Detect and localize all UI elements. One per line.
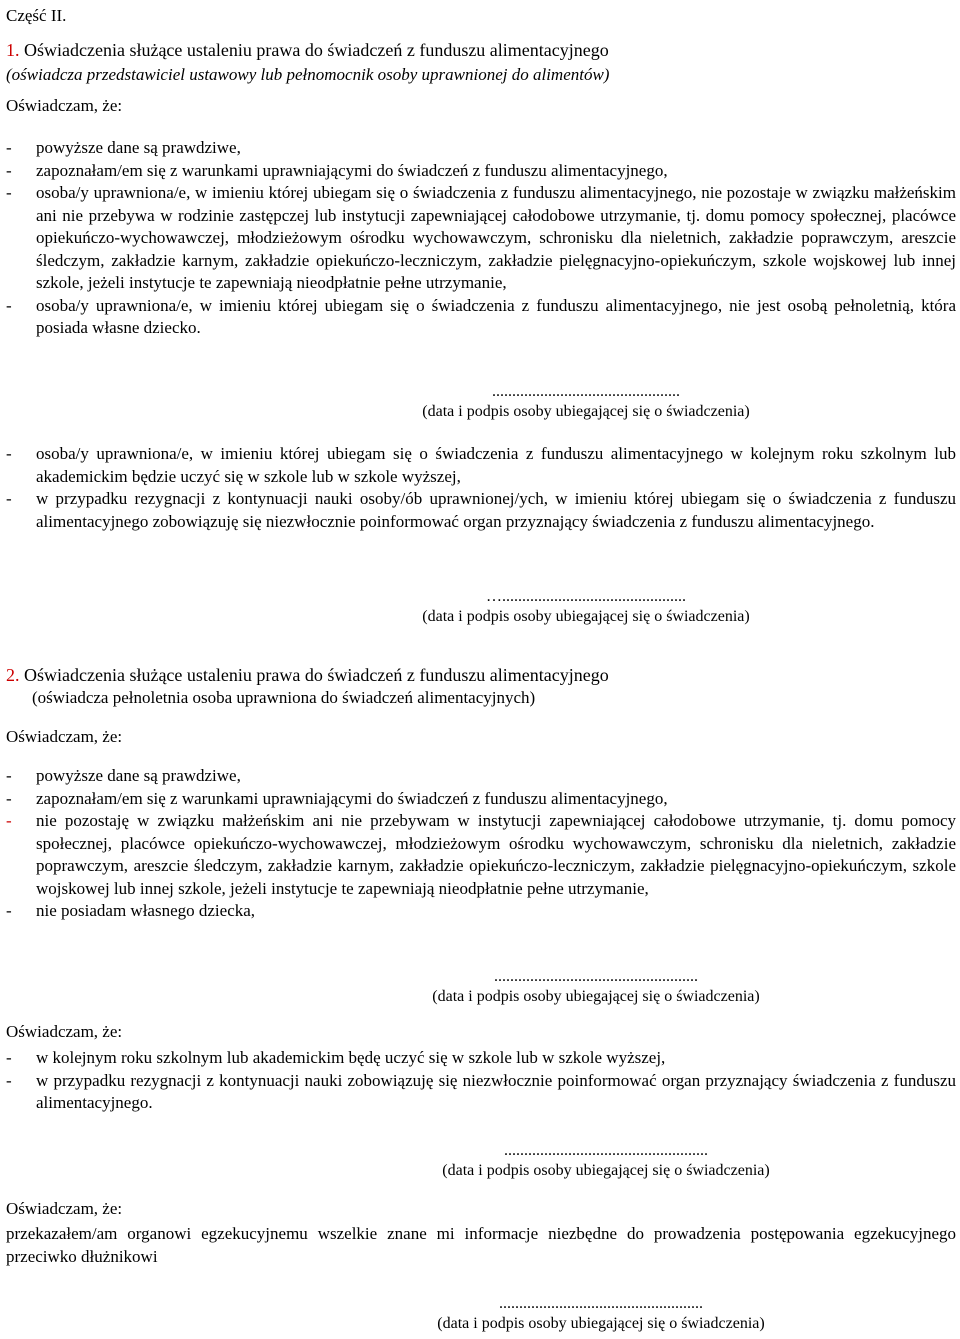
section-1-heading [6, 40, 609, 60]
list-item: - powyższe dane są prawdziwe, [6, 766, 241, 785]
list-item: - zapoznałam/em się z warunkami uprawniającymi do świadczeń z funduszu alimentacyjnego, [6, 788, 668, 808]
list-item: - nie pozostaję w związku małżeńskim ani nie przebywam w instytucji zapewniającej całodobowe utrzymanie, tj. domu pomocy społecznej, placówce opiekuńczo-wychowawczej, młodzieżowym ośrodku wychowawczym, schronisku dla nieletnich, zakładzie poprawczym, areszcie śledczym, zakładzie karnym, zakładzie opiekuńczo-leczniczym, zakładzie pielęgnacyjno-opiekuńczym, szkole wojskowej lub innej szkole, jeżeli instytucje te zapewniają nieodpłatnie pełne utrzymanie, [6, 811, 956, 898]
list-item: - zapoznałam/em się z warunkami uprawniającymi do świadczeń z funduszu alimentacyjnego, [6, 160, 668, 180]
signature-line-3: ................................................... (data i podpis osoby ubiegającej się o świadczenia) [386, 968, 806, 1008]
section-2-list [6, 765, 956, 923]
list-item: - osoba/y uprawniona/e, w imieniu której ubiegam się o świadczenia z funduszu alimentacyjnego w kolejnym roku szkolnym lub akademickim będzie uczyć się w szkole lub w szkole wyższej, [6, 444, 956, 486]
section-2-list-2 [6, 1047, 956, 1115]
signature-line-5: ................................................... (data i podpis osoby ubiegającej się o świadczenia) [391, 1295, 811, 1335]
list-item: - powyższe dane są prawdziwe, [6, 138, 241, 157]
list-item: - osoba/y uprawniona/e, w imieniu której ubiegam się o świadczenia z funduszu alimentacyjnego, nie pozostaje w związku małżeńskim ani nie przebywa w rodzinie zastępczej lub instytucji zapewniającej całodobowe utrzymanie, tj. domu pomocy społecznej, placówce opiekuńczo-wychowawczej, młodzieżowym ośrodku wychowawczym, schronisku dla nieletnich, zakładzie poprawczym, areszcie śledczym, zakładzie karnym, zakładzie opiekuńczo-leczniczym, zakładzie pielęgnacyjno-opiekuńczym, szkole wojskowej lub innej szkole, jeżeli instytucje te zapewniają nieodpłatnie pełne utrzymanie, [6, 183, 956, 292]
section-2-note: (oświadcza pełnoletnia osoba uprawniona do świadczeń alimentacyjnych) [32, 688, 536, 707]
list-item: - w kolejnym roku szkolnym lub akademickim będę uczyć się w szkole lub w szkole wyższej, [6, 1048, 666, 1067]
section-2-declare-3: Oświadczam, że: [6, 1199, 123, 1218]
part-title: Część II. [6, 6, 67, 25]
list-item: - w przypadku rezygnacji z kontynuacji nauki osoby/ób uprawnionej/ych, w imieniu której ubiegam się o świadczenia z funduszu alimentacyjnego zobowiązuję się niezwłocznie poinformować organ przyznający świadczenia z funduszu alimentacyjnego. [6, 489, 956, 531]
final-statement: przekazałem/am organowi egzekucyjnemu wszelkie znane mi informacje niezbędne do prowadzenia postępowania egzekucyjnego przeciwko dłużnikowi [6, 1224, 956, 1266]
signature-caption: (data i podpis osoby ubiegającej się o świadczenia) [422, 608, 750, 625]
signature-line-4: ................................................... (data i podpis osoby ubiegającej się o świadczenia) [396, 1142, 816, 1182]
section-2-declare-2: Oświadczam, że: [6, 1022, 123, 1041]
signature-line-2: ….............................................. (data i podpis osoby ubiegającej się o świadczenia) [376, 588, 796, 628]
section-2-heading [6, 665, 609, 685]
signature-caption: (data i podpis osoby ubiegającej się o świadczenia) [422, 403, 750, 420]
section-2-title: Oświadczenia służące ustaleniu prawa do świadczeń z funduszu alimentacyjnego [24, 665, 609, 685]
signature-line-1: ............................................... (data i podpis osoby ubiegającej się o świadczenia) [376, 383, 796, 423]
signature-caption: (data i podpis osoby ubiegającej się o świadczenia) [442, 1162, 770, 1179]
section-1-list [6, 137, 956, 340]
section-1-declare: Oświadczam, że: [6, 96, 123, 115]
list-item: - nie posiadam własnego dziecka, [6, 901, 256, 920]
section-1-note: (oświadcza przedstawiciel ustawowy lub pełnomocnik osoby uprawnionej do alimentów) [6, 65, 610, 84]
signature-caption: (data i podpis osoby ubiegającej się o świadczenia) [437, 1315, 765, 1332]
list-item: - osoba/y uprawniona/e, w imieniu której ubiegam się o świadczenia z funduszu alimentacyjnego, nie jest osobą pełnoletnią, która posiada własne dziecko. [6, 295, 956, 337]
section-2-declare: Oświadczam, że: [6, 727, 123, 746]
list-item: - w przypadku rezygnacji z kontynuacji nauki zobowiązuję się niezwłocznie poinformować organ przyznający świadczenia z funduszu alimentacyjnego. [6, 1070, 956, 1112]
section-1-list-2 [6, 443, 956, 533]
section-1-title: Oświadczenia służące ustaleniu prawa do świadczeń z funduszu alimentacyjnego [24, 40, 609, 60]
signature-caption: (data i podpis osoby ubiegającej się o świadczenia) [432, 988, 760, 1005]
section-1-number: 1. [6, 40, 20, 60]
section-2-number: 2. [6, 665, 20, 685]
